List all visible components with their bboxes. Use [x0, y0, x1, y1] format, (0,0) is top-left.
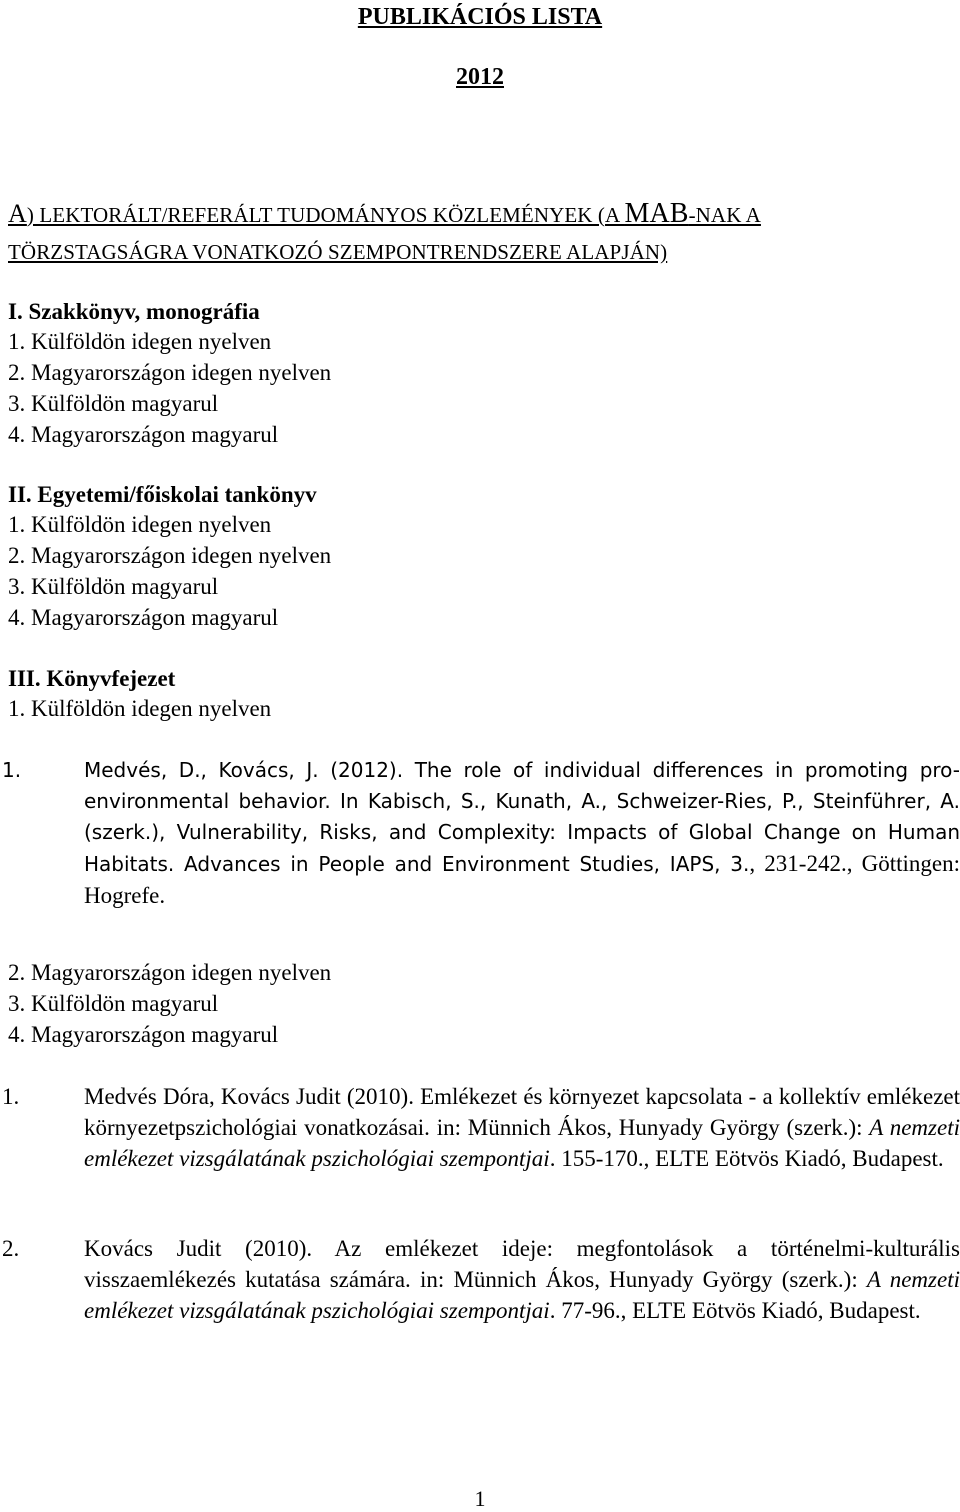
- page-number: 1: [474, 1486, 486, 1511]
- section-3-heading: III. Könyvfejezet: [8, 666, 176, 691]
- publication-entry: 1. Medvés, D., Kovács, J. (2012). The role of individual differences in promoting pro-environmental behavior. In Kabisch, S., Kunath, A., Schweizer-Ries, P., Steinführer, A. (szerk.), Vulnerability, Risks, and Complexity: Impacts of Global Change on Human Habitats. Advances in People and Environment Studies, IAPS, 3., 231-242., Göttingen: Hogrefe.: [2, 758, 960, 908]
- section-1-heading: I. Szakkönyv, monográfia: [8, 299, 260, 324]
- list-item: 1. Külföldön idegen nyelven: [8, 696, 272, 721]
- list-item: 3. Külföldön magyarul: [8, 391, 219, 416]
- section-2-heading: II. Egyetemi/főiskolai tankönyv: [8, 482, 317, 507]
- list-item: 3. Külföldön magyarul: [8, 574, 219, 599]
- publication-entry: 1. Medvés Dóra, Kovács Judit (2010). Emlékezet és környezet kapcsolata - a kollektív emlékezet környezetpszichológiai vonatkozásai. in: Münnich Ákos, Hunyady György (szerk.): A nemzeti emlékezet vizsgálatának pszichológiai szempontjai. 155-170., ELTE Eötvös Kiadó, Budapest.: [2, 1084, 960, 1171]
- year-heading: 2012: [456, 64, 504, 90]
- list-item: 4. Magyarországon magyarul: [8, 422, 279, 447]
- page-title: PUBLIKÁCIÓS LISTA: [357, 4, 603, 30]
- list-item: 4. Magyarországon magyarul: [8, 605, 279, 630]
- list-item: 1. Külföldön idegen nyelven: [8, 512, 272, 537]
- section-a-heading: A) LEKTORÁLT/REFERÁLT TUDOMÁNYOS KÖZLEMÉNYEK (A MAB-NAK A TÖRZSTAGSÁGRA VONATKOZÓ SZEMPONTRENDSZERE ALAPJÁN): [8, 198, 761, 264]
- list-item: 4. Magyarországon magyarul: [8, 1022, 279, 1047]
- list-item: 1. Külföldön idegen nyelven: [8, 329, 272, 354]
- publication-entry: 2. Kovács Judit (2010). Az emlékezet ideje: megfontolások a történelmi-kulturális visszaemlékezés kutatása számára. in: Münnich Ákos, Hunyady György (szerk.): A nemzeti emlékezet vizsgálatának pszichológiai szempontjai. 77-96., ELTE Eötvös Kiadó, Budapest.: [2, 1236, 960, 1323]
- list-item: 2. Magyarországon idegen nyelven: [8, 360, 332, 385]
- list-item: 2. Magyarországon idegen nyelven: [8, 960, 332, 985]
- list-item: 3. Külföldön magyarul: [8, 991, 219, 1016]
- list-item: 2. Magyarországon idegen nyelven: [8, 543, 332, 568]
